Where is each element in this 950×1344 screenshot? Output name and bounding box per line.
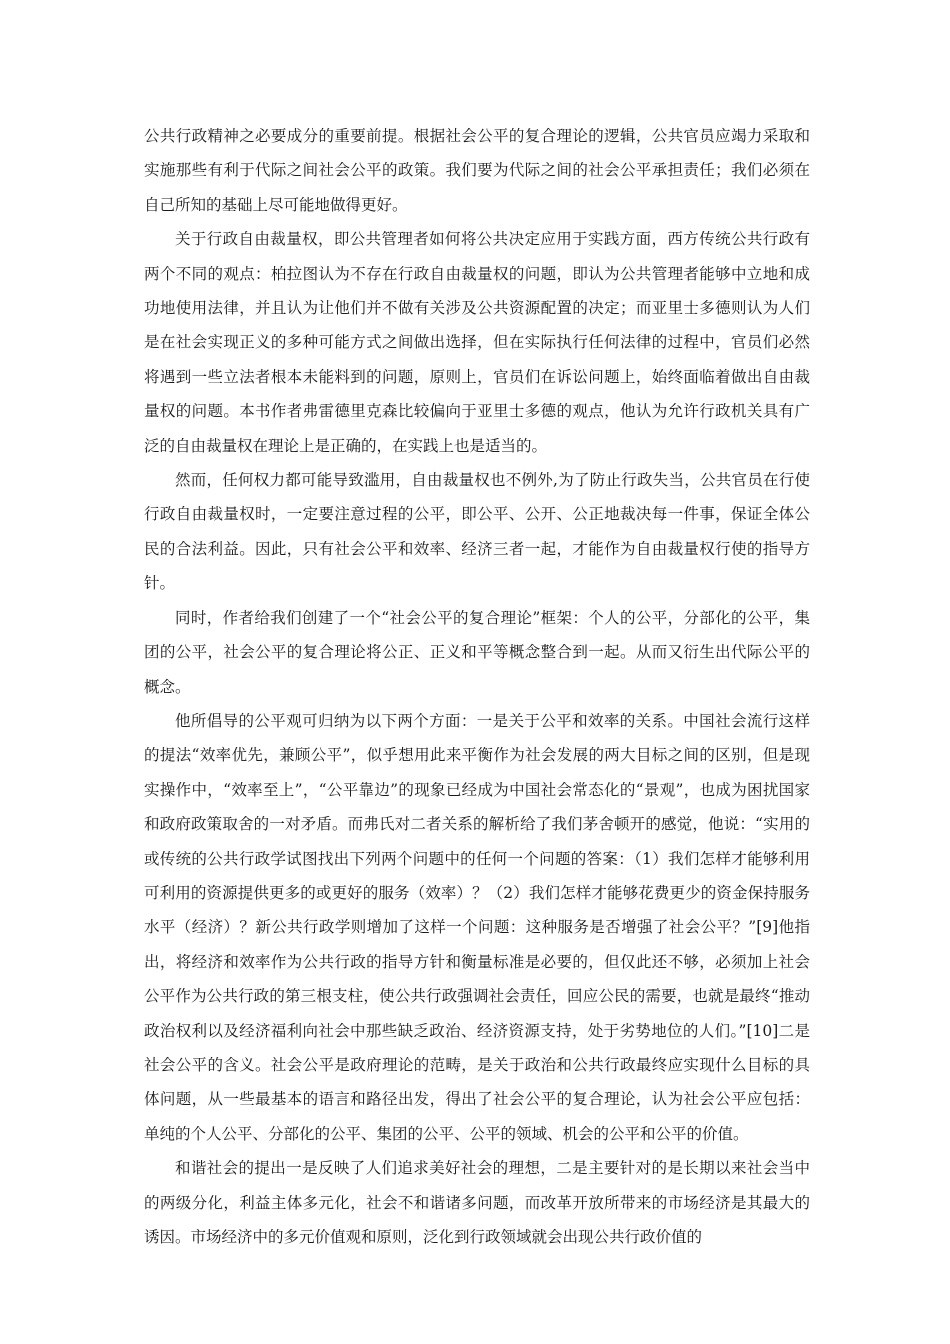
paragraph-compound-theory: 同时，作者给我们创建了一个“社会公平的复合理论”框架：个人的公平，分部化的公平，集团的公平，社会公平的复合理论将公正、正义和平等概念整合到一起。从而又衍生出代际公平的概念。	[144, 608, 810, 696]
paragraph-equity-views: 他所倡导的公平观可归纳为以下两个方面：一是关于公平和效率的关系。中国社会流行这样的提法“效率优先，兼顾公平”，似乎想用此来平衡作为社会发展的两大目标之间的区别，但是现实操作中，“效率至上”，“公平靠边”的现象已经成为中国社会常态化的“景观”，也成为困扰国家和政府政策取舍的一对矛盾。而弗氏对二者关系的解析给了我们茅舍顿开的感觉，他说：“实用的或传统的公共行政学试图找出下列两个问题中的任何一个问题的答案：（1）我们怎样才能够利用可利用的资源提供更多的或更好的服务（效率）？（2）我们怎样才能够花费更少的资金保持服务水平（经济）？新公共行政学则增加了这样一个问题：这种服务是否增强了社会公平？”[9]他指出，将经济和效率作为公共行政的指导方针和衡量标准是必要的，但仅此还不够，必须加上社会公平作为公共行政的第三根支柱，使公共行政强调社会责任，回应公民的需要，也就是最终“推动政治权利以及经济福利向社会中那些缺乏政治、经济资源支持，处于劣势地位的人们。”[10]二是社会公平的含义。社会公平是政府理论的范畴，是关于政治和公共行政最终应实现什么目标的具体问题，从一些最基本的语言和路径出发，得出了社会公平的复合理论，认为社会公平应包括：单纯的个人公平、分部化的公平、集团的公平、公平的领域、机会的公平和公平的价值。	[144, 711, 810, 1143]
paragraph-continuation: 公共行政精神之必要成分的重要前提。根据社会公平的复合理论的逻辑，公共官员应竭力采取和实施那些有利于代际之间社会公平的政策。我们要为代际之间的社会公平承担责任；我们必须在自己所知的基础上尽可能地做得更好。	[144, 127, 810, 214]
paragraph-discretion: 关于行政自由裁量权，即公共管理者如何将公共决定应用于实践方面，西方传统公共行政有两个不同的观点：柏拉图认为不存在行政自由裁量权的问题，即认为公共管理者能够中立地和成功地使用法律，并且认为让他们并不做有关涉及公共资源配置的决定；而亚里士多德则认为人们是在社会实现正义的多种可能方式之间做出选择，但在实际执行任何法律的过程中，官员们必然将遇到一些立法者根本未能料到的问题，原则上，官员们在诉讼问题上，始终面临着做出自由裁量权的问题。本书作者弗雷德里克森比较偏向于亚里士多德的观点，他认为允许行政机关具有广泛的自由裁量权在理论上是正确的，在实践上也是适当的。	[144, 230, 810, 455]
paragraph-harmonious-society: 和谐社会的提出一是反映了人们追求美好社会的理想，二是主要针对的是长期以来社会当中的两级分化，利益主体多元化，社会不和谐诸多问题，而改革开放所带来的市场经济是其最大的诱因。市场经济中的多元价值观和原则，泛化到行政领域就会出现公共行政价值的	[144, 1159, 810, 1246]
body-text	[144, 119, 810, 1254]
paragraph-abuse-of-power: 然而，任何权力都可能导致滥用，自由裁量权也不例外,为了防止行政失当，公共官员在行使行政自由裁量权时，一定要注意过程的公平，即公平、公开、公正地裁决每一件事，保证全体公民的合法利益。因此，只有社会公平和效率、经济三者一起，才能作为自由裁量权行使的指导方针。	[144, 471, 810, 593]
